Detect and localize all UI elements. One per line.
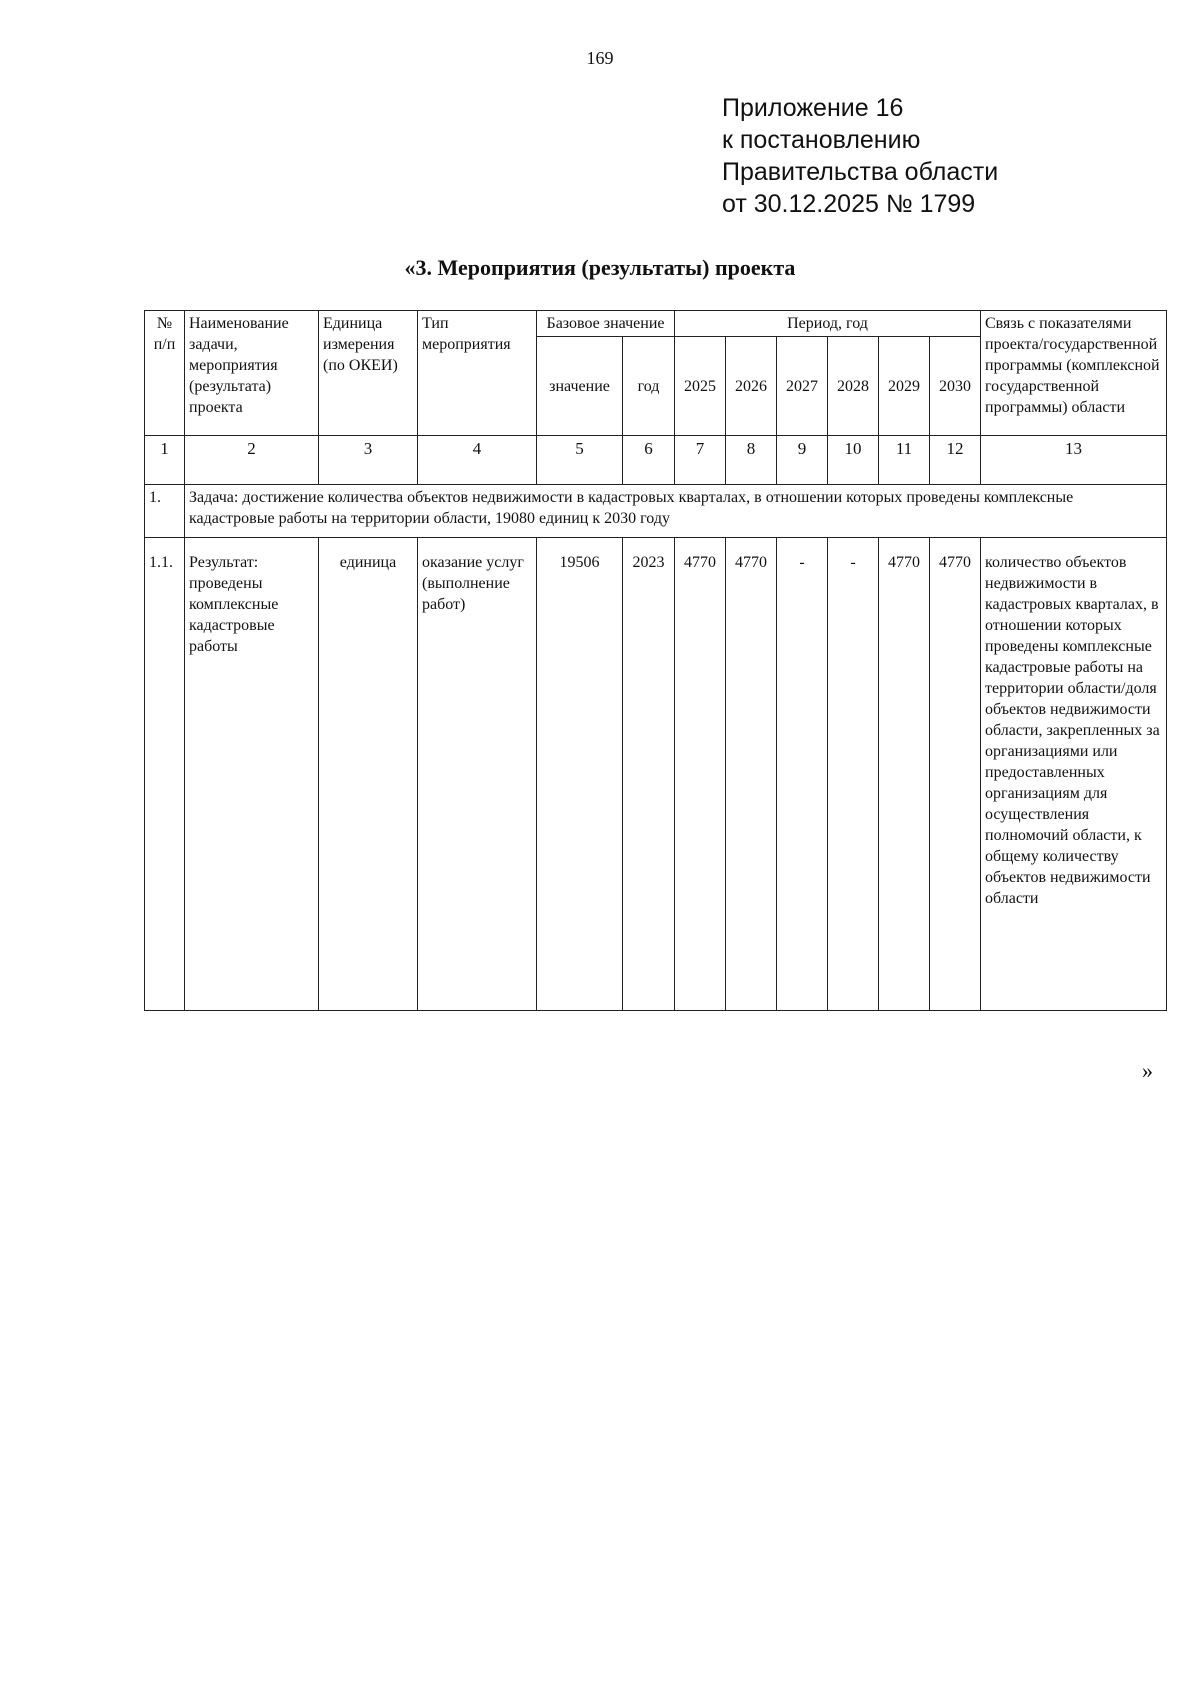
closing-quote: »: [1142, 1058, 1153, 1083]
column-number: 2: [185, 436, 319, 485]
header-row: [145, 311, 1167, 337]
page-number: 169: [586, 48, 614, 68]
header-base: Базовое значение: [537, 311, 675, 337]
result-year-value: 4770: [675, 538, 726, 1011]
result-link: количество объектов недвижимости в кадастровых кварталах, в отношении которых проведены комплексные кадастровые работы на территории области/доля объектов недвижимости области, закрепленных за организациями или предоставленных организациям для осуществления полномочий области, к общему количеству объектов недвижимости области: [981, 538, 1167, 1011]
header-year: 2030: [930, 337, 981, 436]
column-numbers-row: [145, 436, 1167, 485]
column-number: 3: [319, 436, 418, 485]
header-type: Тип мероприятия: [418, 311, 537, 436]
header-unit: Единица измерения (по ОКЕИ): [319, 311, 418, 436]
result-year-value: 4770: [726, 538, 777, 1011]
header-name: Наименование задачи, мероприятия (результата) проекта: [185, 311, 319, 436]
column-number: 5: [537, 436, 623, 485]
result-base-value: 19506: [537, 538, 623, 1011]
result-year-value: 4770: [930, 538, 981, 1011]
section-title: «3. Мероприятия (результаты) проекта: [404, 255, 796, 280]
header-period: Период, год: [675, 311, 981, 337]
result-year-value: 4770: [879, 538, 930, 1011]
column-number: 6: [623, 436, 675, 485]
result-num: 1.1.: [145, 538, 185, 1011]
column-number: 12: [930, 436, 981, 485]
column-number: 4: [418, 436, 537, 485]
task-text: Задача: достижение количества объектов недвижимости в кадастровых кварталах, в отношении которых проведены комплексные кадастровые работы на территории области, 19080 единиц к 2030 году: [185, 485, 1167, 538]
appendix-line: Правительства области: [722, 158, 999, 186]
appendix-line: от 30.12.2025 № 1799: [722, 190, 976, 218]
column-number: 13: [981, 436, 1167, 485]
column-number: 8: [726, 436, 777, 485]
header-year: 2029: [879, 337, 930, 436]
result-name: Результат: проведены комплексные кадастровые работы: [185, 538, 319, 1011]
result-unit: единица: [319, 538, 418, 1011]
column-number: 1: [145, 436, 185, 485]
result-base-year: 2023: [623, 538, 675, 1011]
column-number: 7: [675, 436, 726, 485]
result-year-value: -: [828, 538, 879, 1011]
appendix-header: [722, 92, 998, 220]
task-num: 1.: [145, 485, 185, 538]
header-year: 2025: [675, 337, 726, 436]
result-type: оказание услуг (выполнение работ): [418, 538, 537, 1011]
header-year: 2027: [777, 337, 828, 436]
column-number: 11: [879, 436, 930, 485]
header-year: 2026: [726, 337, 777, 436]
header-link: Связь с показателями проекта/государственной программы (комплексной государственной программы) области: [981, 311, 1167, 436]
activities-table: [144, 310, 1167, 1011]
header-base-year: год: [623, 337, 675, 436]
result-row: [145, 538, 1167, 1011]
header-base-value: значение: [537, 337, 623, 436]
appendix-line: к постановлению: [722, 126, 921, 154]
header-year: 2028: [828, 337, 879, 436]
task-row: [145, 485, 1167, 538]
appendix-line: Приложение 16: [722, 94, 904, 122]
column-number: 9: [777, 436, 828, 485]
header-num: № п/п: [145, 311, 185, 436]
result-year-value: -: [777, 538, 828, 1011]
column-number: 10: [828, 436, 879, 485]
